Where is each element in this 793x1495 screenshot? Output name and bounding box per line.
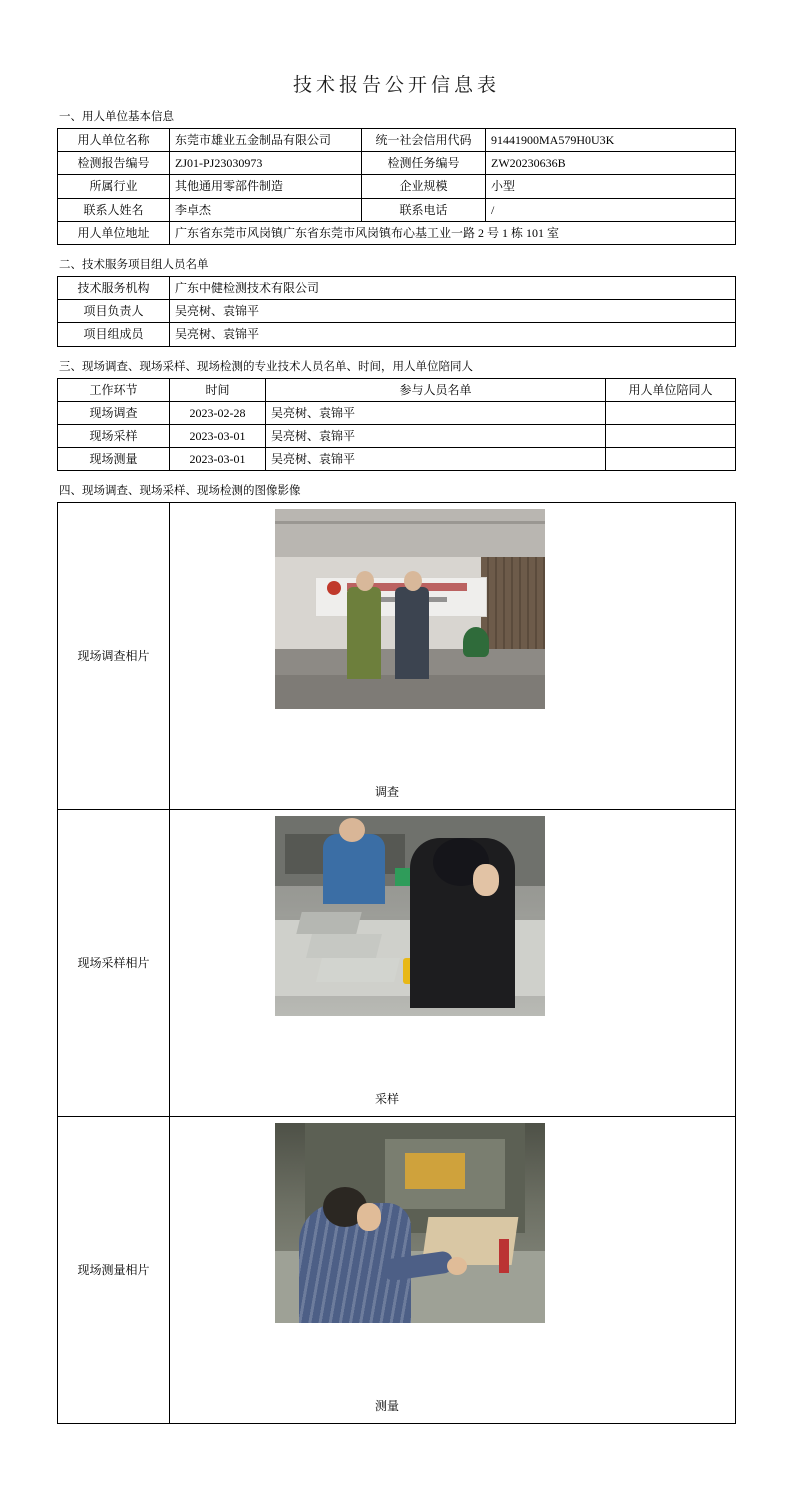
contact-name-value: 李卓杰 [170,198,362,221]
table-row [58,300,736,323]
table-row [58,198,736,221]
photo-cell-survey [170,503,736,810]
photo-cell-sampling [170,810,736,1117]
table-row [58,323,736,346]
table-row [58,221,736,244]
staff-value: 吴亮树、袁锦平 [266,448,606,471]
table-row [58,448,736,471]
report-no-value: ZJ01-PJ23030973 [170,152,362,175]
project-lead-label: 项目负责人 [58,300,170,323]
photo-cell-measurement [170,1117,736,1424]
agency-label: 技术服务机构 [58,276,170,299]
table-row [58,810,736,1117]
table-row [58,152,736,175]
project-members-label: 项目组成员 [58,323,170,346]
photo-label-sampling: 现场采样相片 [58,810,170,1117]
stage-value: 现场采样 [58,424,170,447]
industry-value: 其他通用零部件制造 [170,175,362,198]
col-staff: 参与人员名单 [266,378,606,401]
staff-value: 吴亮树、袁锦平 [266,401,606,424]
team-table [57,276,736,347]
section-heading-onsite: 三、现场调查、现场采样、现场检测的专业技术人员名单、时间，用人单位陪同人 [59,360,473,373]
col-stage: 工作环节 [58,378,170,401]
col-accompany: 用人单位陪同人 [606,378,736,401]
date-value: 2023-02-28 [170,401,266,424]
accompany-value [606,424,736,447]
employer-name-value: 东莞市雄业五金制品有限公司 [170,129,362,152]
stage-value: 现场测量 [58,448,170,471]
accompany-value [606,401,736,424]
credit-code-value: 91441900MA579H0U3K [486,129,736,152]
table-row [58,276,736,299]
photo-image-measurement [275,1123,545,1323]
table-row [58,503,736,810]
report-no-label: 检测报告编号 [58,152,170,175]
stage-value: 现场调查 [58,401,170,424]
onsite-table [57,378,736,472]
project-lead-value: 吴亮树、袁锦平 [170,300,736,323]
contact-phone-label: 联系电话 [362,198,486,221]
col-date: 时间 [170,378,266,401]
photo-label-survey: 现场调查相片 [58,503,170,810]
section-heading-team: 二、技术服务项目组人员名单 [59,258,209,271]
employer-info-table [57,128,736,245]
table-header-row [58,378,736,401]
section-heading-photos: 四、现场调查、现场采样、现场检测的图像影像 [59,485,301,498]
accompany-value [606,448,736,471]
scale-label: 企业规模 [362,175,486,198]
staff-value: 吴亮树、袁锦平 [266,424,606,447]
contact-name-label: 联系人姓名 [58,198,170,221]
section-heading-employer: 一、用人单位基本信息 [59,111,174,123]
task-no-label: 检测任务编号 [362,152,486,175]
task-no-value: ZW20230636B [486,152,736,175]
table-row [58,175,736,198]
scale-value: 小型 [486,175,736,198]
project-members-value: 吴亮树、袁锦平 [170,323,736,346]
table-row [58,424,736,447]
photo-caption-measurement: 测量 [375,1399,400,1414]
table-row [58,129,736,152]
table-row [58,1117,736,1424]
photo-image-sampling [275,816,545,1016]
address-value: 广东省东莞市风岗镇广东省东莞市风岗镇布心基工业一路 2 号 1 栋 101 室 [170,221,736,244]
photo-caption-sampling: 采样 [375,1092,400,1107]
photo-table [57,502,736,1424]
photo-label-measurement: 现场测量相片 [58,1117,170,1424]
table-row [58,401,736,424]
photo-image-survey [275,509,545,709]
date-value: 2023-03-01 [170,448,266,471]
photo-caption-survey: 调查 [375,785,400,800]
address-label: 用人单位地址 [58,221,170,244]
date-value: 2023-03-01 [170,424,266,447]
employer-name-label: 用人单位名称 [58,129,170,152]
contact-phone-value: / [486,198,736,221]
agency-value: 广东中健检测技术有限公司 [170,276,736,299]
page-title: 技术报告公开信息表 [292,75,500,96]
credit-code-label: 统一社会信用代码 [362,129,486,152]
industry-label: 所属行业 [58,175,170,198]
